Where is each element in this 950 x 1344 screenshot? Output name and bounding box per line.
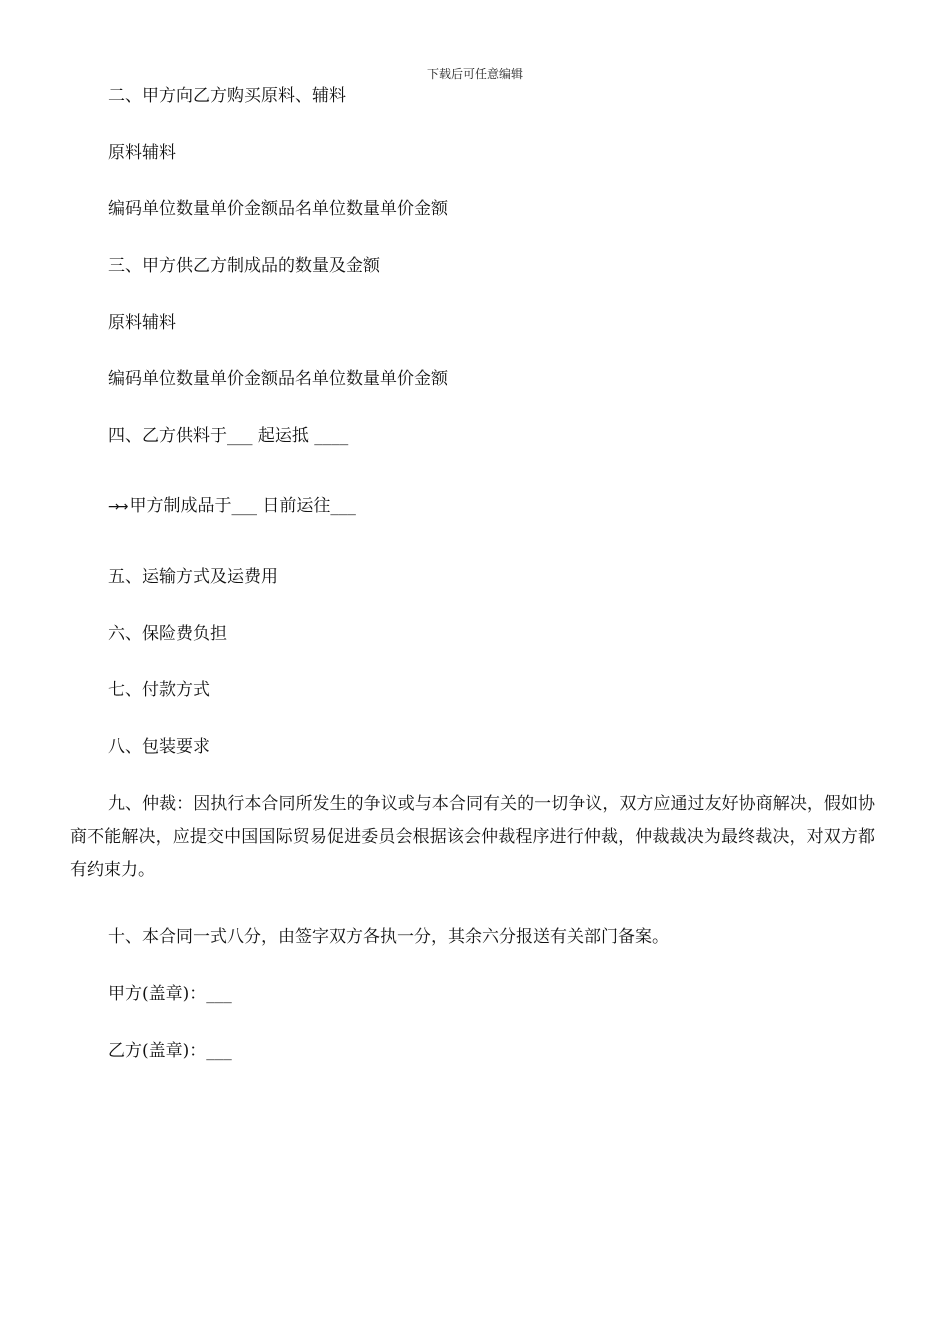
section-7-title: 七、付款方式 xyxy=(108,680,210,700)
section-4-sub xyxy=(108,494,356,519)
arrow-icon: →→ xyxy=(108,499,126,515)
section-2-subhead: 原料辅料 xyxy=(108,143,176,163)
party-a-signature: 甲方(盖章)：___ xyxy=(108,984,232,1004)
section-2-columns: 编码单位数量单价金额品名单位数量单价金额 xyxy=(108,199,448,219)
page-header: 下载后可任意编辑 xyxy=(426,67,523,81)
party-b-signature: 乙方(盖章)：___ xyxy=(108,1041,232,1061)
section-6-title: 六、保险费负担 xyxy=(108,624,227,644)
section-2-title: 二、甲方向乙方购买原料、辅料 xyxy=(108,86,346,106)
section-10-text: 十、本合同一式八分，由签字双方各执一分，其余六分报送有关部门备案。 xyxy=(108,927,669,947)
section-8-title: 八、包装要求 xyxy=(108,737,210,757)
section-3-title: 三、甲方供乙方制成品的数量及金额 xyxy=(108,256,380,276)
section-4-sub-text: 甲方制成品于___ 日前运往___ xyxy=(129,496,356,516)
section-5-title: 五、运输方式及运费用 xyxy=(108,567,278,587)
section-9-text: 九、仲裁：因执行本合同所发生的争议或与本合同有关的一切争议，双方应通过友好协商解决，假如协商不能解决，应提交中国国际贸易促进委员会根据该会仲裁程序进行仲裁，仲裁裁决为最终裁决，对双方都有约束力。 xyxy=(70,794,875,880)
section-4-title: 四、乙方供料于___ 起运抵 ____ xyxy=(108,426,349,446)
section-3-columns: 编码单位数量单价金额品名单位数量单价金额 xyxy=(108,369,448,389)
section-3-subhead: 原料辅料 xyxy=(108,313,176,333)
